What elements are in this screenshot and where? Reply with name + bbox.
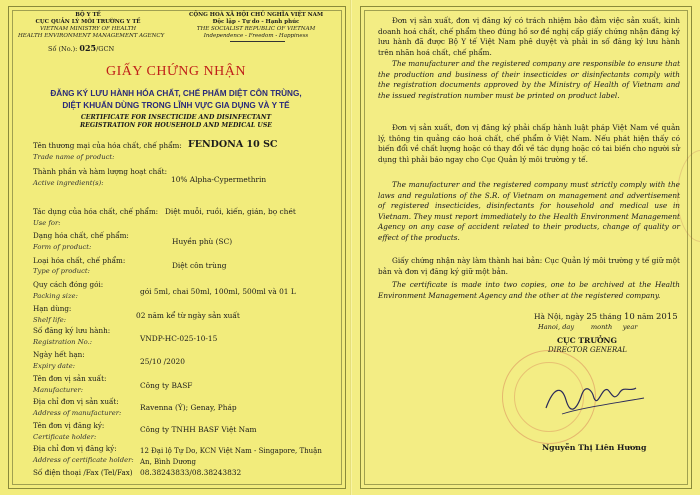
field-label-type: Loại hóa chất, chế phẩm: xyxy=(33,256,126,265)
field-label-manufacturer: Tên đơn vị sản xuất: xyxy=(33,374,107,383)
field-value-shelf-life: 02 năm kể từ ngày sản xuất xyxy=(136,311,240,320)
field-label-use: Tác dụng của hóa chất, chế phẩm: xyxy=(33,207,159,216)
issue-date-vn xyxy=(534,312,678,322)
field-label-en-manufacturer: Manufacturer: xyxy=(33,386,84,394)
field-label-active-ingredient: Thành phần và hàm lượng hoạt chất: xyxy=(33,167,167,176)
signer-name: Nguyễn Thị Liên Hương xyxy=(542,443,647,452)
certificate-subtitle-en-1: CERTIFICATE FOR INSECTICIDE AND DISINFECTANT xyxy=(80,114,272,121)
agency-en: HEALTH ENVIRONMENT MANAGEMENT AGENCY xyxy=(18,33,165,39)
field-label-en-holder: Certificate holder: xyxy=(33,433,97,441)
field-label-holder: Tên đơn vị đăng ký: xyxy=(33,421,105,430)
field-label-en-type: Type of product: xyxy=(33,267,90,275)
paragraph-2-en: The manufacturer and the registered company must strictly comply with the laws and regulations of the S.R. of Vietnam on management and advertisement of registered insecticides, disinfectants for household and medical use in Vietnam. They must report immediately to the Health Environment Management Agency on any case of accident related to their products, change of quality or effect of the products. xyxy=(378,180,680,242)
certificate-title: GIẤY CHỨNG NHẬN xyxy=(106,64,246,79)
field-value-form: Huyền phù (SC) xyxy=(172,237,233,246)
field-label-shelf-life: Hạn dùng: xyxy=(33,304,72,313)
field-label-en-holder-address: Address of certificate holder: xyxy=(33,456,134,464)
field-value-packing: gói 5ml, chai 50ml, 100ml, 500ml và 01 L xyxy=(140,287,296,296)
field-label-form: Dạng hóa chất, chế phẩm: xyxy=(33,231,129,240)
issue-date-en: Hanoi, day month year xyxy=(538,323,638,331)
number-label: Số (No.): xyxy=(48,45,78,53)
certificate-subtitle-1: ĐĂNG KÝ LƯU HÀNH HÓA CHẤT, CHẾ PHẨM DIỆT CÔN TRÙNG, xyxy=(50,89,302,98)
date-day: 25 xyxy=(586,312,598,322)
paragraph-1-vn: Đơn vị sản xuất, đơn vị đăng ký có trách nhiệm bảo đảm việc sản xuất, kinh doanh hoá chất, chế phẩm theo đúng hồ sơ đề nghị cấp giấy chứng nhận đăng ký lưu hành đã được Bộ Y tế Việt Nam phê duyệt và phải in số đăng ký lưu hành trên nhãn hoá chất, chế phẩm. xyxy=(378,16,680,57)
agency-vn: CỤC QUẢN LÝ MÔI TRƯỜNG Y TẾ xyxy=(35,19,141,25)
field-label-en-expiry: Expiry date: xyxy=(33,362,76,370)
field-value-trade-name: FENDONA 10 SC xyxy=(188,139,278,150)
field-value-use: Diệt muỗi, ruồi, kiến, gián, bọ chét xyxy=(165,207,296,216)
paragraph-3-vn: Giấy chứng nhận này làm thành hai bản: Cục Quản lý môi trường y tế giữ một bản và đơn vị đăng ký giữ một bản. xyxy=(378,256,680,276)
field-value-phone: 08.38243833/08.38243832 xyxy=(140,468,242,477)
field-label-en-manufacturer-address: Address of manufacturer: xyxy=(33,409,122,417)
field-label-en-packing: Packing size: xyxy=(33,292,78,300)
ministry-en: VIETNAM MINISTRY OF HEALTH xyxy=(39,26,137,32)
field-label-trade-name: Tên thương mại của hóa chất, chế phẩm: xyxy=(33,141,182,150)
field-value-manufacturer: Công ty BASF xyxy=(140,381,193,390)
field-label-manufacturer-address: Địa chỉ đơn vị sản xuất: xyxy=(33,397,119,406)
field-label-en-shelf-life: Shelf life: xyxy=(33,316,67,324)
field-label-en-registration-number: Registration No.: xyxy=(33,338,93,346)
field-label-phone: Số điện thoại /Fax (Tel/Fax) xyxy=(33,468,133,477)
republic-en: THE SOCIALIST REPUBLIC OF VIETNAM xyxy=(196,26,316,32)
field-label-en-use: Use for: xyxy=(33,219,61,227)
field-value-holder: Công ty TNHH BASF Việt Nam xyxy=(140,425,257,434)
certificate-subtitle-2: DIỆT KHUẨN DÙNG TRONG LĨNH VỰC GIA DỤNG VÀ Y TẾ xyxy=(62,101,290,110)
motto-en: Independence - Freedom - Happiness xyxy=(203,33,309,39)
paragraph-2-vn: Đơn vị sản xuất, đơn vị đăng ký phải chấp hành luật pháp Việt Nam về quản lý, thông tin quảng cáo hoá chất, chế phẩm ở Việt Nam. Nếu phát hiện thấy có biến đổi về chất lượng hoặc có thay đổi về tác dụng hoặc có tai biến cho người sử dụng thì phải báo ngay cho Cục Quản lý môi trường y tế. xyxy=(378,123,680,164)
field-value-registration-number: VNDP-HC-025-10-15 xyxy=(140,334,218,343)
field-label-registration-number: Số đăng ký lưu hành: xyxy=(33,326,111,335)
signer-position-en: DIRECTOR GENERAL xyxy=(548,346,627,354)
field-value-manufacturer-address: Ravenna (Ý); Genay, Pháp xyxy=(140,403,237,412)
certificate-back-page xyxy=(352,0,700,495)
director-signature xyxy=(540,368,650,428)
date-year: 2015 xyxy=(655,312,678,322)
field-value-expiry: 25/10 /2020 xyxy=(140,357,185,366)
field-value-active-ingredient: 10% Alpha-Cypermethrin xyxy=(171,175,267,184)
field-label-expiry: Ngày hết hạn: xyxy=(33,350,85,359)
field-value-type: Diệt côn trùng xyxy=(172,261,227,270)
ministry-vn: BỘ Y TẾ xyxy=(75,12,101,18)
signer-position-vn: CỤC TRƯỞNG xyxy=(557,336,617,345)
field-label-packing: Quy cách đóng gói: xyxy=(33,280,104,289)
motto-underline xyxy=(230,41,285,42)
field-label-holder-address: Địa chỉ đơn vị đăng ký: xyxy=(33,444,117,453)
field-label-en-form: Form of product: xyxy=(33,243,92,251)
field-label-en-trade-name: Trade name of product: xyxy=(33,153,115,161)
date-month-label: tháng xyxy=(599,312,622,321)
number-suffix: /GCN xyxy=(96,45,115,53)
paragraph-3-en: The certificate is made into two copies, one to be archived at the Health Environment Management Agency and the other at the registered company. xyxy=(378,280,680,300)
republic-vn: CỘNG HOÀ XÃ HỘI CHỦ NGHĨA VIỆT NAM xyxy=(188,12,324,18)
motto-vn: Độc lập - Tự do - Hạnh phúc xyxy=(212,19,300,25)
paragraph-1-en: The manufacturer and the registered company are responsible to ensure that the production and business of their insecticides or disinfectants comply with the registration documents approved by the Ministry of Health of Vietnam and the issued registration number must be printed on product label. xyxy=(378,59,680,100)
field-value-holder-address-line2: An, Bình Dương xyxy=(140,458,196,466)
date-year-label: năm xyxy=(637,312,654,321)
field-value-holder-address: 12 Đại lộ Tự Do, KCN Việt Nam - Singapore, Thuận xyxy=(140,447,322,455)
field-label-en-active-ingredient: Active ingredient(s): xyxy=(33,179,104,187)
certificate-subtitle-en-2: REGISTRATION FOR HOUSEHOLD AND MEDICAL USE xyxy=(79,122,273,129)
certificate-number xyxy=(48,43,114,53)
number-value: 025 xyxy=(79,43,97,53)
date-place: Hà Nội, ngày xyxy=(534,312,584,321)
date-month: 10 xyxy=(623,312,635,322)
